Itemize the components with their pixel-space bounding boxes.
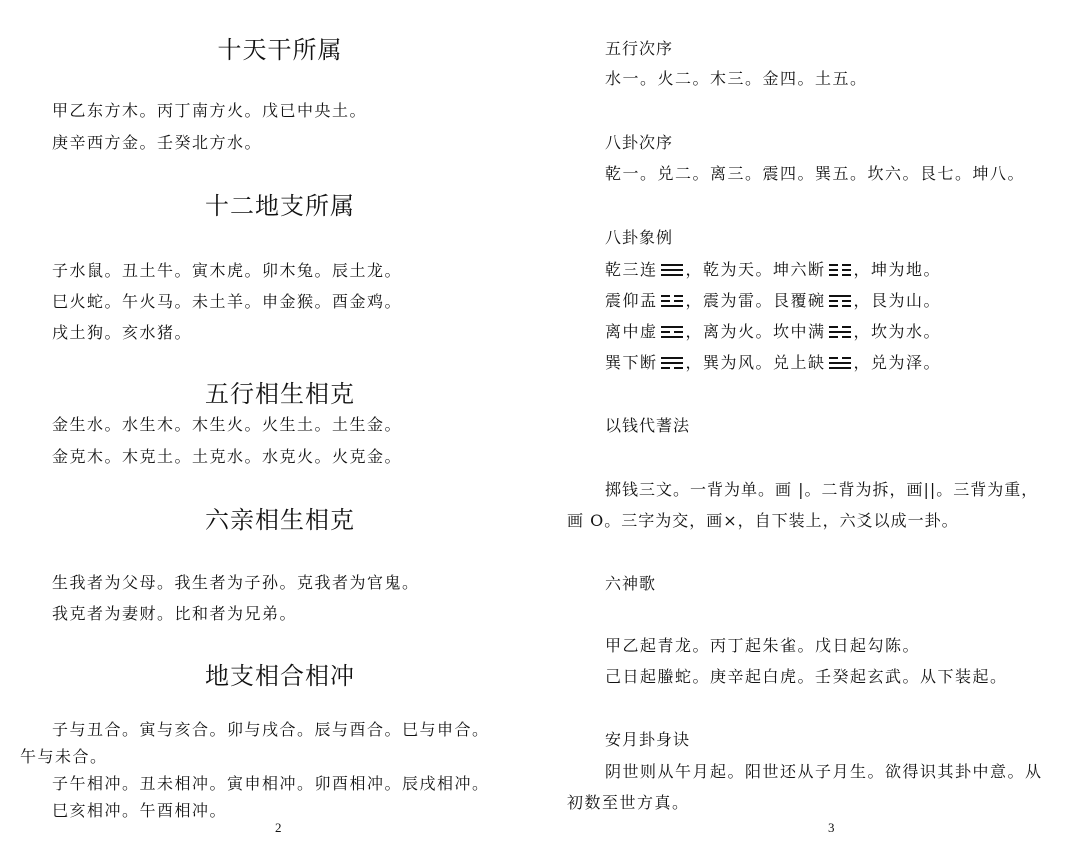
page-number: 3: [828, 820, 835, 835]
text-line: 巳火蛇。午火马。未土羊。申金猴。酉金鸡。: [52, 292, 403, 311]
qian-trigram-icon: [660, 262, 684, 278]
heading-bagua-xiang: 八卦象例: [605, 228, 674, 247]
text-segment: 乾三连: [605, 260, 658, 279]
text-line: 生我者为父母。我生者为子孙。克我者为官鬼。: [52, 573, 420, 592]
text-line: 掷钱三文。一背为单。画 |。二背为拆，画||。三背为重，: [605, 480, 1039, 499]
trigram-line: [605, 288, 941, 311]
text-segment: 离中虚: [605, 322, 658, 341]
text-line: 子与丑合。寅与亥合。卯与戌合。辰与酉合。巳与申合。: [52, 720, 490, 739]
section-title-tiangan: 十天干所属: [217, 36, 343, 64]
text-segment: 巽下断: [605, 353, 658, 372]
gen-trigram-icon: [828, 293, 852, 309]
heading-bagua-order: 八卦次序: [605, 133, 674, 152]
section-title-wuxing: 五行相生相克: [205, 380, 355, 408]
text-line: 阴世则从午月起。阳世还从子月生。欲得识其卦中意。从: [605, 762, 1043, 781]
text-line: 乾一。兑二。离三。震四。巽五。坎六。艮七。坤八。: [605, 164, 1026, 183]
text-line: 金克木。木克土。土克水。水克火。火克金。: [52, 447, 403, 466]
text-segment: ，艮为山。: [853, 291, 942, 310]
text-segment: ，兑为泽。: [853, 353, 942, 372]
text-line: 甲乙东方木。丙丁南方火。戊已中央土。: [52, 101, 368, 120]
text-segment: ，乾为天。坤六断: [685, 260, 826, 279]
text-segment: ，震为雷。艮覆碗: [685, 291, 826, 310]
text-segment: 震仰盂: [605, 291, 658, 310]
text-segment: ，巽为风。兑上缺: [685, 353, 826, 372]
trigram-line: [605, 350, 941, 373]
text-line: 初数至世方真。: [567, 793, 690, 812]
section-title-hechong: 地支相合相冲: [205, 662, 355, 690]
text-segment: ，离为火。坎中满: [685, 322, 826, 341]
li-trigram-icon: [660, 324, 684, 340]
text-segment: ，坎为水。: [853, 322, 942, 341]
heading-coin-method: 以钱代蓍法: [605, 416, 691, 435]
xun-trigram-icon: [660, 355, 684, 371]
trigram-line: [605, 319, 941, 342]
heading-liushen: 六神歌: [605, 574, 657, 593]
heading-wuxing-order: 五行次序: [605, 39, 674, 58]
text-line: 水一。火二。木三。金四。土五。: [605, 69, 868, 88]
page-number: 2: [275, 820, 282, 835]
heading-anyue: 安月卦身诀: [605, 730, 691, 749]
text-line: 子水鼠。丑土牛。寅木虎。卯木兔。辰土龙。: [52, 261, 403, 280]
zhen-trigram-icon: [660, 293, 684, 309]
kun-trigram-icon: [828, 262, 852, 278]
right-page: [545, 0, 1090, 849]
text-line: 子午相冲。丑未相冲。寅申相冲。卯酉相冲。辰戌相冲。: [52, 774, 490, 793]
text-line: 午与未合。: [20, 747, 108, 766]
text-line: 己日起螣蛇。庚辛起白虎。壬癸起玄武。从下装起。: [605, 667, 1008, 686]
text-line: 庚辛西方金。壬癸北方水。: [52, 133, 263, 152]
text-line: 巳亥相冲。午酉相冲。: [52, 801, 228, 820]
trigram-line: [605, 257, 941, 280]
text-line: 金生水。水生木。木生火。火生土。土生金。: [52, 415, 403, 434]
text-line: 画 O。三字为交，画×，自下装上，六爻以成一卦。: [567, 511, 959, 530]
section-title-dizhi: 十二地支所属: [205, 192, 355, 220]
text-line: 我克者为妻财。比和者为兄弟。: [52, 604, 298, 623]
section-title-liuqin: 六亲相生相克: [205, 506, 355, 534]
kan-trigram-icon: [828, 324, 852, 340]
dui-trigram-icon: [828, 355, 852, 371]
text-line: 戌土狗。亥水猪。: [52, 323, 193, 342]
text-segment: ，坤为地。: [853, 260, 942, 279]
text-line: 甲乙起青龙。丙丁起朱雀。戊日起勾陈。: [605, 636, 921, 655]
